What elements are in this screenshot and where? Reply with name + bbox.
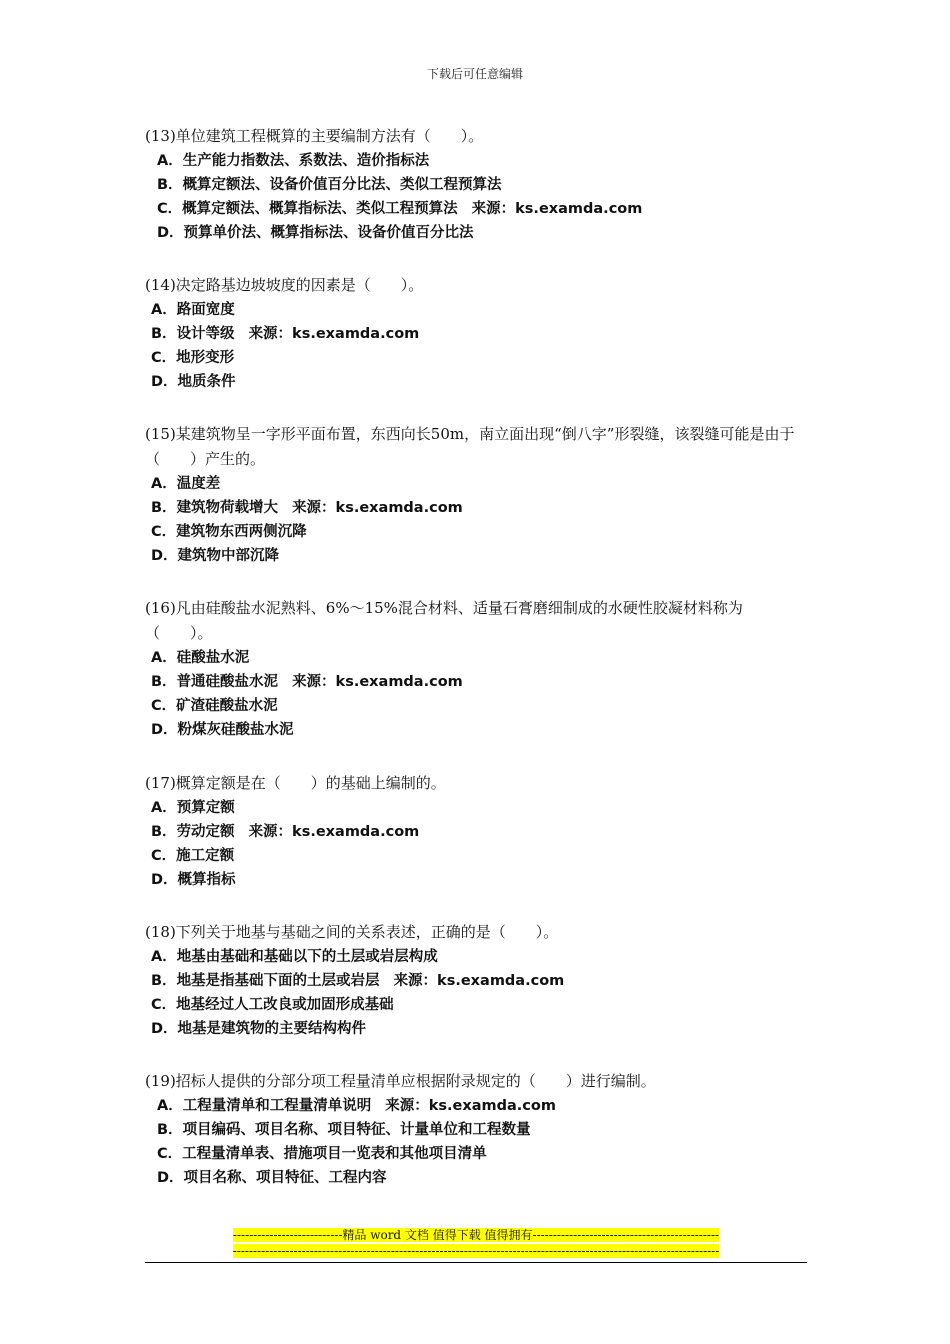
option-d xyxy=(145,868,810,892)
option-a xyxy=(145,149,810,173)
page-footer xyxy=(145,1227,807,1259)
option-text: 地基由基础和基础以下的土层或岩层构成 xyxy=(176,949,438,965)
option-letter: A． xyxy=(151,476,177,492)
option-text: 粉煤灰硅酸盐水泥 xyxy=(177,722,294,738)
option-letter: B． xyxy=(151,824,177,840)
option-d xyxy=(145,1017,810,1041)
option-text: 概算指标 xyxy=(177,872,236,888)
option-text: 建筑物荷载增大 xyxy=(176,500,279,516)
question-14 xyxy=(145,273,810,394)
option-d xyxy=(145,370,810,394)
footer-line-2 xyxy=(145,1243,807,1259)
option-a xyxy=(145,646,810,670)
option-text: 建筑物中部沉降 xyxy=(177,548,280,564)
option-letter: D． xyxy=(151,374,178,390)
option-text: 地基经过人工改良或加固形成基础 xyxy=(176,997,394,1013)
option-c xyxy=(145,346,810,370)
option-b xyxy=(145,820,810,844)
option-letter: D． xyxy=(151,1021,178,1037)
question-stem: (14)决定路基边坡坡度的因素是（ ）。 xyxy=(145,276,424,294)
option-text: 普通硅酸盐水泥 xyxy=(176,674,279,690)
option-letter: C． xyxy=(157,1146,183,1162)
option-text: 温度差 xyxy=(176,476,221,492)
option-letter: A． xyxy=(157,1098,183,1114)
option-text: 地基是指基础下面的土层或岩层 xyxy=(176,973,380,989)
option-text: 路面宽度 xyxy=(176,302,235,318)
option-letter: D． xyxy=(151,722,178,738)
option-text: 预算定额 xyxy=(176,800,235,816)
option-letter: D． xyxy=(151,548,178,564)
question-stem: (18)下列关于地基与基础之间的关系表述，正确的是（ ）。 xyxy=(145,923,559,941)
option-c xyxy=(145,993,810,1017)
option-b xyxy=(145,969,810,993)
question-stem: (16)凡由硅酸盐水泥熟料、6%～15%混合材料、适量石膏磨细制成的水硬性胶凝材料称为（ ）。 xyxy=(145,599,743,642)
option-text: 地形变形 xyxy=(176,350,235,366)
option-letter: B． xyxy=(151,674,177,690)
option-a xyxy=(145,1094,810,1118)
option-c xyxy=(145,1142,810,1166)
question-stem: (17)概算定额是在（ ）的基础上编制的。 xyxy=(145,774,446,792)
option-letter: C． xyxy=(151,698,177,714)
option-text: 矿渣硅酸盐水泥 xyxy=(176,698,278,714)
question-stem: (13)单位建筑工程概算的主要编制方法有（ ）。 xyxy=(145,127,484,145)
option-c xyxy=(145,694,810,718)
footer-line-1 xyxy=(145,1227,807,1243)
option-text: 设计等级 xyxy=(176,326,235,342)
footer-highlight-text: ---------------------------精品 word 文档 值得下载 值得拥有---------------------------------------------- xyxy=(232,1228,720,1242)
question-stem: (19)招标人提供的分部分项工程量清单应根据附录规定的（ ）进行编制。 xyxy=(145,1072,656,1090)
option-a xyxy=(145,945,810,969)
option-b xyxy=(145,173,810,197)
option-a xyxy=(145,472,810,496)
option-text: 项目编码、项目名称、项目特征、计量单位和工程数量 xyxy=(182,1122,531,1138)
option-text: 地基是建筑物的主要结构构件 xyxy=(177,1021,367,1037)
option-letter: B． xyxy=(151,973,177,989)
option-b xyxy=(145,1118,810,1142)
option-b xyxy=(145,496,810,520)
option-letter: D． xyxy=(157,1170,184,1186)
option-letter: C． xyxy=(151,997,177,1013)
question-13 xyxy=(145,124,810,245)
option-d xyxy=(145,718,810,742)
option-text: 工程量清单表、措施项目一览表和其他项目清单 xyxy=(182,1146,487,1162)
option-text: 概算定额法、概算指标法、类似工程预算法 xyxy=(182,201,458,217)
option-letter: B． xyxy=(157,1122,183,1138)
option-source: 来源：ks.examda.com xyxy=(393,973,565,989)
option-text: 地质条件 xyxy=(177,374,236,390)
option-letter: A． xyxy=(151,949,177,965)
footer-highlight-dashes: ------------------------------------------------------------------------------------------------------------------------ xyxy=(232,1244,720,1258)
option-letter: C． xyxy=(151,350,177,366)
option-text: 施工定额 xyxy=(176,848,235,864)
option-c xyxy=(145,197,810,221)
question-16 xyxy=(145,596,810,742)
option-letter: B． xyxy=(157,177,183,193)
option-text: 生产能力指数法、系数法、造价指标法 xyxy=(182,153,430,169)
option-c xyxy=(145,520,810,544)
option-text: 劳动定额 xyxy=(176,824,235,840)
option-letter: D． xyxy=(157,225,184,241)
option-text: 预算单价法、概算指标法、设备价值百分比法 xyxy=(183,225,474,241)
option-text: 概算定额法、设备价值百分比法、类似工程预算法 xyxy=(182,177,502,193)
option-source: 来源：ks.examda.com xyxy=(471,201,643,217)
option-c xyxy=(145,844,810,868)
option-letter: A． xyxy=(151,800,177,816)
option-text: 工程量清单和工程量清单说明 xyxy=(182,1098,372,1114)
question-18 xyxy=(145,920,810,1041)
option-letter: A． xyxy=(157,153,183,169)
question-stem: (15)某建筑物呈一字形平面布置，东西向长50m，南立面出现“倒八字”形裂缝，该裂缝可能是由于（ ）产生的。 xyxy=(145,425,795,468)
question-17 xyxy=(145,771,810,892)
option-text: 项目名称、项目特征、工程内容 xyxy=(183,1170,387,1186)
question-15 xyxy=(145,422,810,568)
page-header-note: 下载后可任意编辑 xyxy=(426,67,523,81)
option-letter: C． xyxy=(151,524,177,540)
option-d xyxy=(145,221,810,245)
option-b xyxy=(145,670,810,694)
option-text: 建筑物东西两侧沉降 xyxy=(176,524,307,540)
option-source: 来源：ks.examda.com xyxy=(248,326,420,342)
option-source: 来源：ks.examda.com xyxy=(248,824,420,840)
option-a xyxy=(145,298,810,322)
option-letter: C． xyxy=(157,201,183,217)
footer-divider xyxy=(145,1262,807,1263)
option-source: 来源：ks.examda.com xyxy=(292,674,463,690)
option-a xyxy=(145,796,810,820)
option-text: 硅酸盐水泥 xyxy=(176,650,250,666)
option-d xyxy=(145,1166,810,1190)
option-letter: B． xyxy=(151,326,177,342)
option-b xyxy=(145,322,810,346)
option-source: 来源：ks.examda.com xyxy=(292,500,463,516)
question-19 xyxy=(145,1069,810,1190)
option-letter: B． xyxy=(151,500,177,516)
option-d xyxy=(145,544,810,568)
option-letter: C． xyxy=(151,848,177,864)
option-letter: A． xyxy=(151,302,177,318)
option-letter: D． xyxy=(151,872,178,888)
option-letter: A． xyxy=(151,650,177,666)
option-source: 来源：ks.examda.com xyxy=(385,1098,556,1114)
